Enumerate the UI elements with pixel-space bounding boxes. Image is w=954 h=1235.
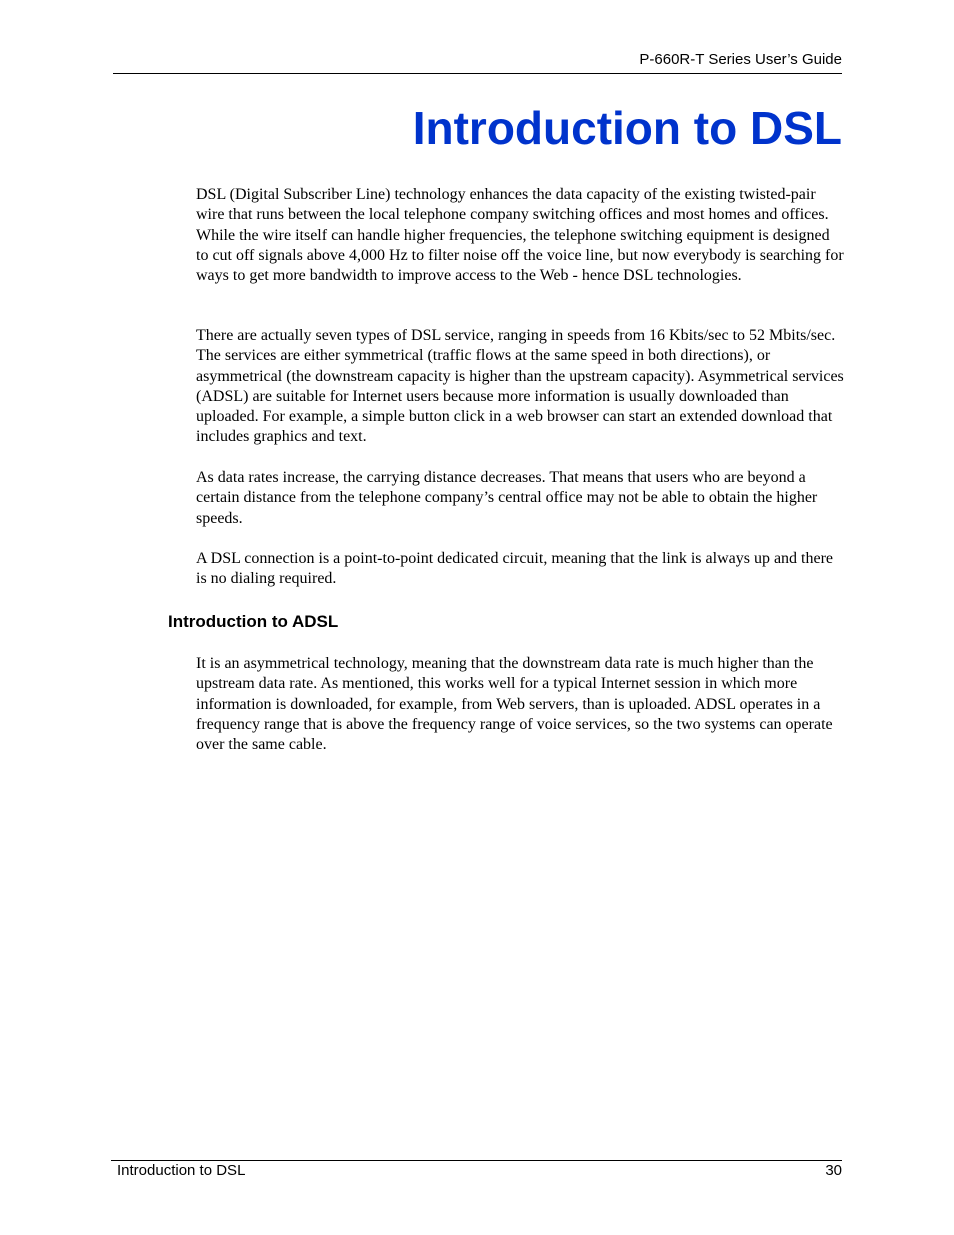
- paragraph-data-rates: As data rates increase, the carrying distance decreases. That means that users who are beyond a certain distance from the telephone company’s central office may not be able to obtain the higher speeds.: [196, 469, 818, 527]
- header-divider: [113, 73, 842, 74]
- paragraph-dsl-connection: A DSL connection is a point-to-point dedicated circuit, meaning that the link is always up and there is no dialing required.: [196, 550, 834, 588]
- running-header: P-660R-T Series User’s Guide: [639, 51, 842, 68]
- paragraph-dsl-types: There are actually seven types of DSL service, ranging in speeds from 16 Kbits/sec to 52 Mbits/sec. The services are either symmetrical (traffic flows at the same speed in both directions), or asymmetrical (the downstream capacity is higher than the upstream capacity). Asymmetrical services (ADSL) are suitable for Internet users because more information is usually downloaded than uploaded. For example, a simple button click in a web browser can start an extended download that includes graphics and text.: [196, 327, 844, 446]
- paragraph-dsl-overview: DSL (Digital Subscriber Line) technology enhances the data capacity of the existing twisted-pair wire that runs between the local telephone company switching offices and most homes and offices. While the wire itself can handle higher frequencies, the telephone switching equipment is designed to cut off signals above 4,000 Hz to filter noise off the voice line, but now everybody is searching for ways to get more bandwidth to improve access to the Web - hence DSL technologies.: [196, 186, 844, 285]
- chapter-title: Introduction to DSL: [412, 102, 842, 154]
- paragraph-adsl: It is an asymmetrical technology, meaning that the downstream data rate is much higher than the upstream data rate. As mentioned, this works well for a typical Internet session in which more information is downloaded, for example, from Web servers, than is uploaded. ADSL operates in a frequency range that is above the frequency range of voice services, so the two systems can operate over the same cable.: [196, 655, 833, 754]
- page-number: 30: [825, 1162, 842, 1179]
- footer-chapter-name: Introduction to DSL: [117, 1162, 246, 1179]
- footer-divider: [111, 1160, 842, 1161]
- section-heading: Introduction to ADSL: [168, 612, 339, 631]
